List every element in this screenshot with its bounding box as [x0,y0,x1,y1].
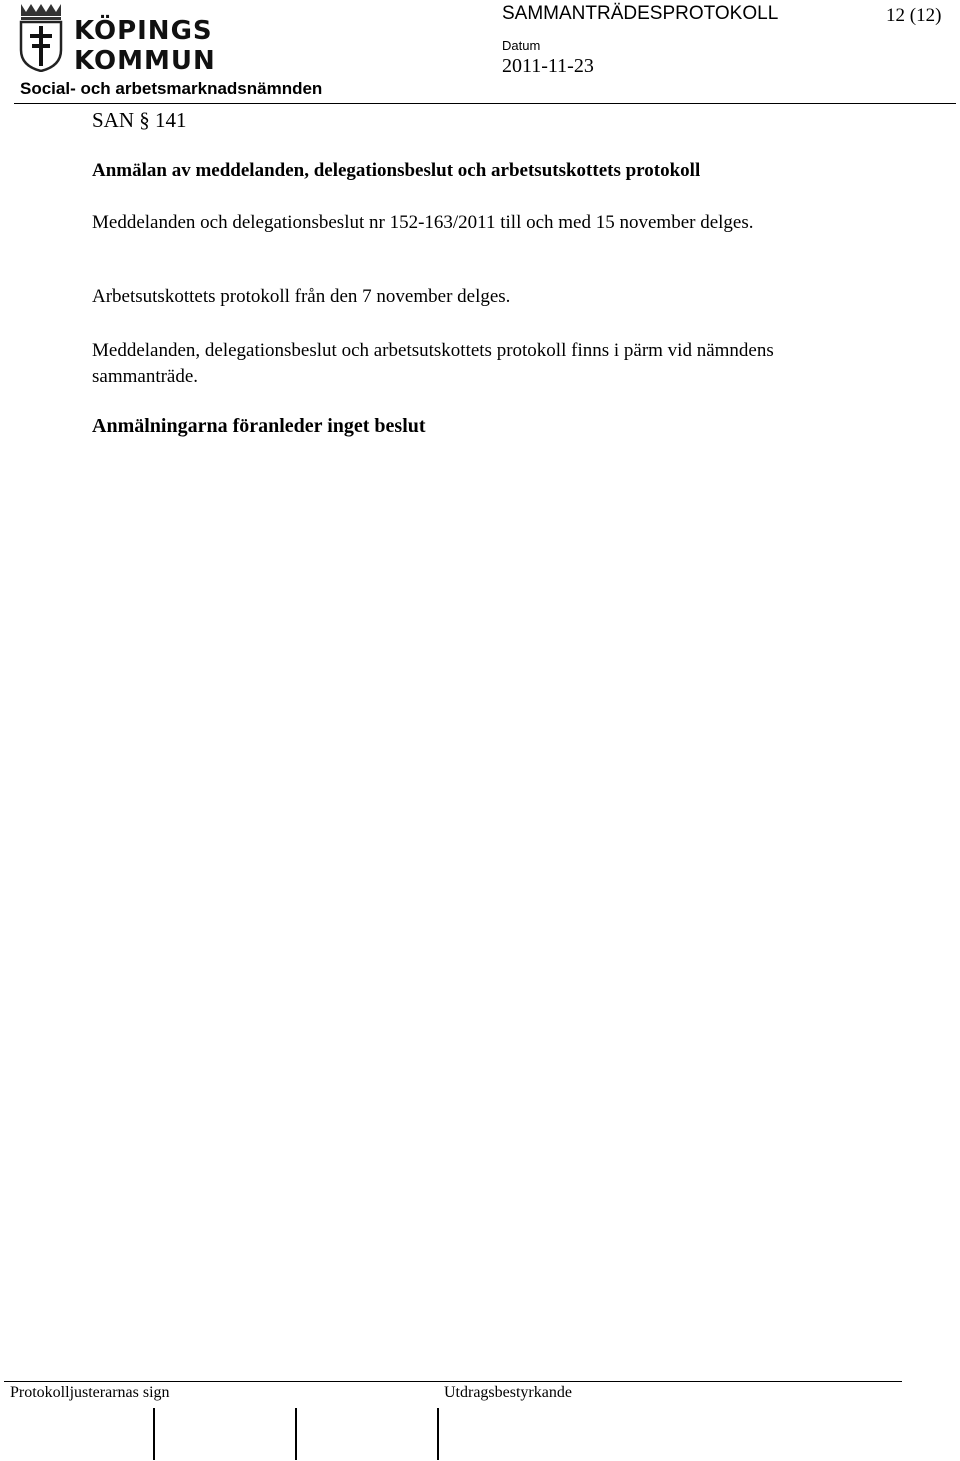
brand-name: KÖPINGS KOMMUN [74,16,216,76]
section-id: SAN § 141 [92,108,187,132]
document-type: SAMMANTRÄDESPROTOKOLL [502,3,779,24]
date-value: 2011-11-23 [502,55,594,77]
signature-box-divider [295,1408,297,1460]
coat-of-arms-icon [18,2,64,72]
signatures-label: Protokolljusterarnas sign [10,1384,170,1401]
paragraph: Meddelanden, delegationsbeslut och arbetsutskottets protokoll finns i pärm vid nämndens sammanträde. [92,340,774,387]
signature-box-divider [437,1408,439,1460]
header-divider [14,103,956,104]
paragraph: Meddelanden och delegationsbeslut nr 152-163/2011 till och med 15 november delges. [92,212,754,233]
footer-divider [4,1381,902,1382]
section-heading: Anmälan av meddelanden, delegationsbeslut och arbetsutskottets protokoll [92,160,701,181]
committee-name: Social- och arbetsmarknadsnämnden [20,79,323,98]
decision-text: Anmälningarna föranleder inget beslut [92,415,426,437]
page-number: 12 (12) [886,5,942,26]
municipality-logo [18,2,348,76]
paragraph: Arbetsutskottets protokoll från den 7 november delges. [92,286,511,307]
signature-box-divider [153,1408,155,1460]
date-label: Datum [502,38,541,53]
certification-label: Utdragsbestyrkande [444,1384,572,1401]
